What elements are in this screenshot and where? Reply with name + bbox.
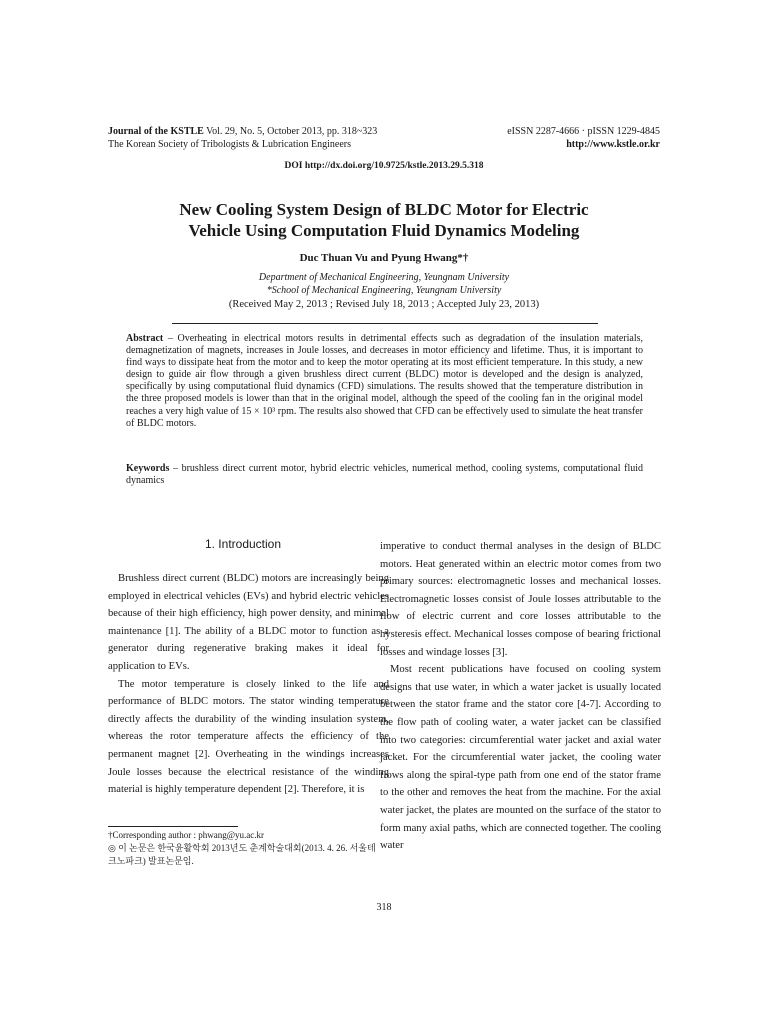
authors: Duc Thuan Vu and Pyung Hwang*†: [299, 252, 469, 264]
affiliation-2: *School of Mechanical Engineering, Yeungnam University: [266, 285, 502, 296]
paragraph: Brushless direct current (BLDC) motors are increasingly being employed in electrical vehicles (EVs) and hybrid electric vehicles because of their high efficiency, high power density, and minimal maintenance [1]. The ability of a BLDC motor to function as a generator during regenerative braking makes it ideal for application to EVs.: [108, 573, 389, 672]
footnotes: [108, 829, 378, 868]
journal-name: Journal of the KSTLE: [108, 126, 204, 137]
section-heading: 1. Introduction: [204, 537, 282, 551]
conference-note: ◎ 이 논문은 한국윤활학회 2013년도 춘계학술대회(2013. 4. 26. 서울테크노파크) 발표논문임.: [108, 843, 376, 866]
keywords-label: Keywords: [126, 463, 170, 474]
title-line-2: Vehicle Using Computation Fluid Dynamics Modeling: [188, 221, 580, 240]
abstract: [126, 333, 643, 430]
issn: eISSN 2287-4666 · pISSN 1229-4845: [507, 126, 660, 137]
paper-title: [100, 199, 668, 241]
corresponding-author: †Corresponding author : phwang@yu.ac.kr: [108, 830, 265, 840]
doi[interactable]: DOI http://dx.doi.org/10.9725/kstle.2013.29.5.318: [284, 161, 484, 171]
keywords-text: – brushless direct current motor, hybrid electric vehicles, numerical method, cooling systems, computational fluid dynamics: [126, 463, 643, 487]
right-column: [380, 538, 661, 855]
keywords: [126, 463, 643, 487]
received-dates: (Received May 2, 2013 ; Revised July 18, 2013 ; Accepted July 23, 2013): [228, 299, 540, 310]
abstract-label: Abstract: [126, 333, 164, 344]
left-column: [108, 570, 389, 799]
journal-header-right: [507, 125, 660, 151]
footnote-divider: [108, 826, 238, 827]
paragraph: Most recent publications have focused on cooling system designs that use water, in which a water jacket is usually located between the stator frame and the stator core [4-7]. According to the flow path of cooling water, a water jacket can be classified into two categories: circumferential water jacket and axial water jacket. For the circumferential water jacket, the cooling water flows along the spiral-type path from one end of the stator frame to the other and removes the heat from the machine. For the axial water jacket, the plates are mounted on the surface of the stator to form many axial paths, which are connected together. The cooling water: [380, 664, 661, 852]
title-line-1: New Cooling System Design of BLDC Motor for Electric: [179, 200, 589, 219]
paragraph: The motor temperature is closely linked to the life and performance of BLDC motors. The stator winding temperature directly affects the durability of the winding insulation system, whereas the rotor temperature affects the efficiency of the permanent magnet [2]. Overheating in the windings increases Joule losses because the electrical resistance of the winding material is highly temperature dependent [2]. Therefore, it is: [108, 678, 389, 796]
journal-info: Vol. 29, No. 5, October 2013, pp. 318~323: [203, 126, 378, 137]
abstract-text: – Overheating in electrical motors results in detrimental effects such as degradation of the insulation materials, demagnetization of magnets, increases in Joule losses, and decreases in motor efficiency and lifetime. Thus, it is important to find ways to dissipate heat from the motor and to keep the motor operating at its most efficient temperature. In this study, a new design to guide air flow through a given brushless direct current (BLDC) motor is developed and the design is analyzed, specifically by using computational fluid dynamics (CFD) simulations. The results showed that the temperature distribution in the three proposed models is lower than that in the original model, although the speed of the cooling fan in the original model reaches a very high value of 15 × 10³ rpm. The results also showed that CFD can be effectively used to simulate the heat transfer of BLDC motors.: [126, 333, 643, 429]
page-number: 318: [376, 902, 392, 913]
affiliation-1: Department of Mechanical Engineering, Yeungnam University: [258, 272, 510, 283]
paragraph: imperative to conduct thermal analyses in the design of BLDC motors. Heat generated within an electric motor comes from two primary sources: electromagnetic losses and mechanical losses. Electromagnetic losses consist of Joule losses attributable to the flow of electric current and core losses attributable to the hysteresis effect. Mechanical losses compose of bearing frictional losses and windage losses [3].: [380, 541, 661, 658]
header-divider: [172, 323, 598, 324]
journal-header-left: [108, 125, 377, 151]
society-name: The Korean Society of Tribologists & Lubrication Engineers: [108, 139, 352, 150]
journal-website[interactable]: http://www.kstle.or.kr: [566, 139, 660, 150]
